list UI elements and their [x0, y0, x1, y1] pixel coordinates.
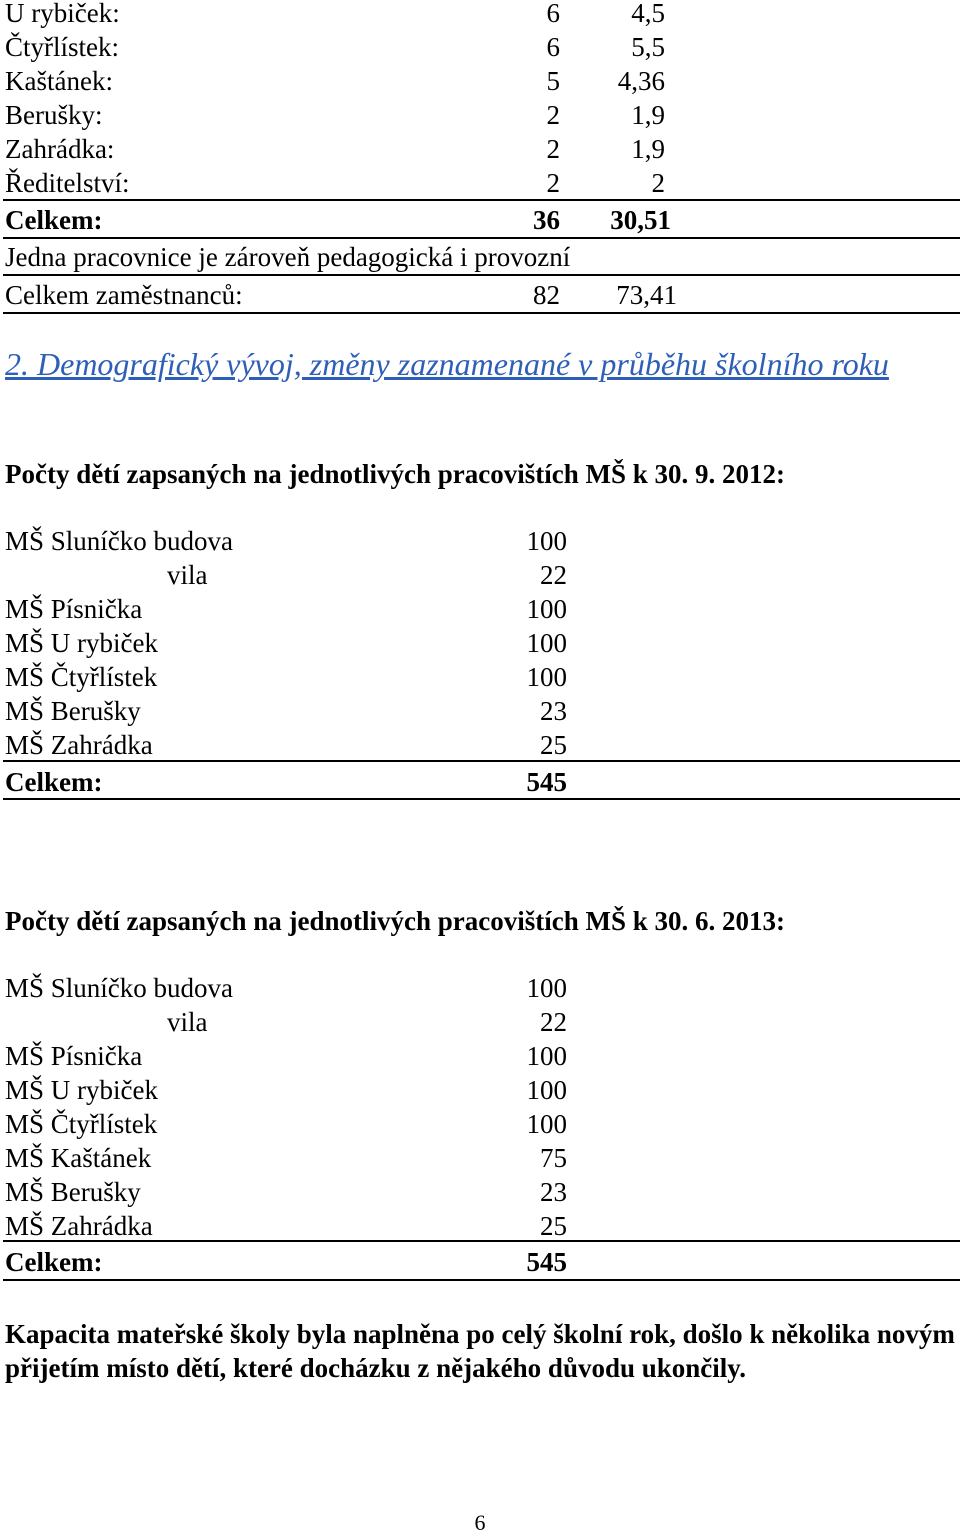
staff-row-fte: 4,5	[631, 0, 665, 28]
staff-row-fte: 1,9	[631, 100, 665, 130]
row-label: MŠ U rybiček	[5, 628, 158, 658]
staff-row-fte: 2	[651, 168, 665, 198]
row-value: 100	[526, 1075, 567, 1105]
staff-row-count: 6	[546, 0, 560, 28]
row-label: MŠ Sluníčko budova	[5, 973, 234, 1003]
total-value: 545	[526, 1247, 567, 1277]
staff-row-label: Kaštánek:	[5, 66, 113, 96]
row-value: 25	[540, 730, 567, 760]
row-label: MŠ Zahrádka	[5, 730, 153, 760]
row-value: 100	[526, 662, 567, 692]
row-label: MŠ Písnička	[5, 594, 143, 624]
table-divider	[3, 1279, 960, 1281]
row-value: 23	[540, 1177, 567, 1207]
row-value: 100	[526, 628, 567, 658]
staff-grand-total-label: Celkem zaměstnanců:	[5, 280, 243, 310]
row-value: 100	[526, 526, 567, 556]
row-value: 100	[526, 1109, 567, 1139]
table-divider	[3, 798, 960, 800]
staff-grand-total-fte: 73,41	[616, 280, 677, 310]
table-divider	[3, 237, 960, 239]
table-divider	[3, 1240, 960, 1242]
row-label: MŠ U rybiček	[5, 1075, 158, 1105]
row-label: MŠ Kaštánek	[5, 1143, 152, 1173]
row-label: MŠ Čtyřlístek	[5, 1109, 158, 1139]
row-value: 22	[540, 560, 567, 590]
table-divider	[3, 199, 960, 201]
staff-row-label: Ředitelství:	[5, 168, 130, 198]
staff-grand-total-count: 82	[533, 280, 560, 310]
staff-row-label: Čtyřlístek:	[5, 32, 119, 62]
row-value: 25	[540, 1211, 567, 1241]
page-number: 6	[474, 1510, 486, 1535]
total-label: Celkem:	[5, 767, 103, 797]
total-label: Celkem:	[5, 1247, 103, 1277]
staff-row-fte: 4,36	[617, 66, 665, 96]
row-value: 75	[540, 1143, 567, 1173]
row-label: MŠ Berušky	[5, 1177, 141, 1207]
row-label: MŠ Sluníčko budova	[5, 526, 234, 556]
table-divider	[3, 760, 960, 762]
staff-row-count: 2	[546, 134, 560, 164]
total-value: 545	[526, 767, 567, 797]
table-divider	[3, 312, 960, 314]
row-value: 22	[540, 1007, 567, 1037]
row-label: vila	[167, 1007, 208, 1037]
row-label: vila	[167, 560, 208, 590]
row-label: MŠ Čtyřlístek	[5, 662, 158, 692]
row-value: 100	[526, 1041, 567, 1071]
staff-row-count: 2	[546, 168, 560, 198]
section-heading-link[interactable]: 2. Demografický vývoj, změny zaznamenané v průběhu školního roku	[5, 346, 889, 382]
staff-row-count: 2	[546, 100, 560, 130]
staff-note-text: Jedna pracovnice je zároveň pedagogická i provozní	[5, 242, 571, 272]
row-value: 100	[526, 973, 567, 1003]
staff-row-fte: 5,5	[631, 32, 665, 62]
staff-total-count: 36	[533, 205, 560, 235]
closing-paragraph: Kapacita mateřské školy byla naplněna po celý školní rok, došlo k několika novým přijetím místo dětí, které docházku z nějakého důvodu ukončily.	[5, 1319, 955, 1383]
row-value: 100	[526, 594, 567, 624]
staff-row-label: Zahrádka:	[5, 134, 115, 164]
row-label: MŠ Písnička	[5, 1041, 143, 1071]
staff-row-count: 6	[546, 32, 560, 62]
staff-total-label: Celkem:	[5, 205, 103, 235]
row-label: MŠ Zahrádka	[5, 1211, 153, 1241]
staff-row-fte: 1,9	[631, 134, 665, 164]
table-divider	[3, 274, 960, 276]
staff-row-label: Berušky:	[5, 100, 103, 130]
staff-row-label: U rybiček:	[5, 0, 120, 28]
row-value: 23	[540, 696, 567, 726]
enrollment-2013-title: Počty dětí zapsaných na jednotlivých pracovištích MŠ k 30. 6. 2013:	[5, 906, 785, 936]
staff-row-count: 5	[546, 66, 560, 96]
enrollment-2012-title: Počty dětí zapsaných na jednotlivých pracovištích MŠ k 30. 9. 2012:	[5, 459, 785, 489]
row-label: MŠ Berušky	[5, 696, 141, 726]
staff-total-fte: 30,51	[610, 205, 671, 235]
